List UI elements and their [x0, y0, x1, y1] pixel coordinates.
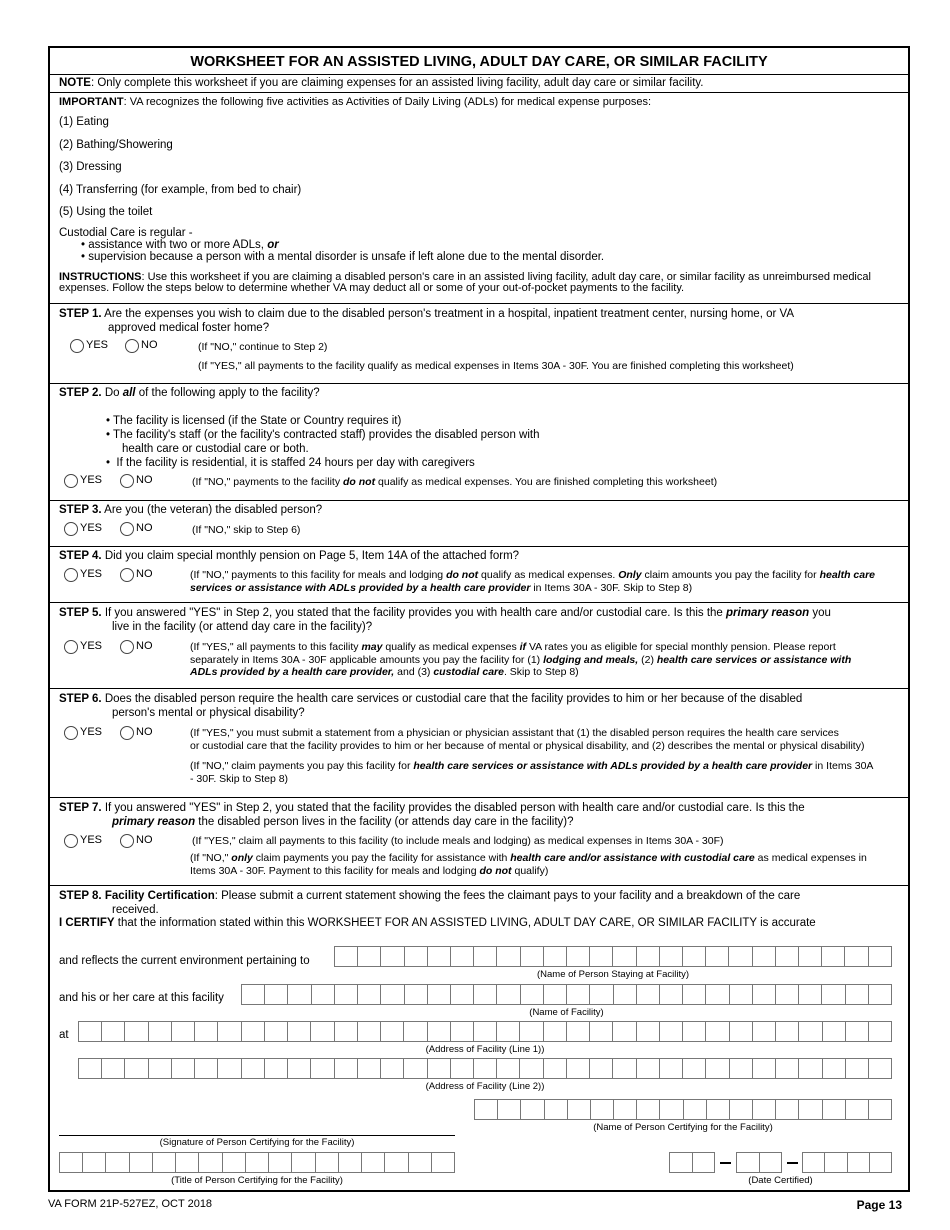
step-1: STEP 1. Are the expenses you wish to claim due to the disabled person's treatment in a hospital, inpatient treatment center, nursing home, or VA approved medical foster home? YES NO (If "NO," continue to Step 2) (If "YES," all payments to the facility qualify as medical expenses in Items 30A - 30F. You are finished completing this worksheet): [50, 303, 908, 383]
step2-yes-radio[interactable]: [64, 474, 78, 488]
step1-yes-radio[interactable]: [70, 339, 84, 353]
certifier-title-input[interactable]: [59, 1152, 455, 1173]
adl-list: [59, 111, 900, 224]
step3-yes-radio[interactable]: [64, 522, 78, 536]
adl-item: (4) Transferring (for example, from bed to chair): [59, 183, 302, 196]
address-line1-input[interactable]: [78, 1021, 892, 1042]
step-8: STEP 8. Facility Certification: Please submit a current statement showing the fees the claimant pays to your facility and a breakdown of the care received. I CERTIFY that the information stated within this WORKSHEET FOR AN ASSISTED LIVING, ADULT DAY CARE, OR SIMILAR FACILITY is accurate and reflects the current environment pertaining to (Name of Person Staying at Facility) and his or her care at this facility (Name of Facility) at (Address of Facility (Line 1)) (Address of Facility (Line 2)) (Name of Person Certifying for the Facility) (Signature of Person Certifying for the Facility) (Title of Person Certifying for the Facility) (Date Certified): [50, 885, 908, 1190]
facility-criteria: • The facility is licensed (if the State or Country requires it) • The facility's staff (or the facility's contracted staff) provides the disabled person with health care or custodial care or both. • If the facility is residential, it is staffed 24 hours per day with caregivers: [106, 415, 540, 469]
step1-no-radio[interactable]: [125, 339, 139, 353]
date-separator: [787, 1162, 798, 1164]
adl-item: (5) Using the toilet: [59, 206, 153, 218]
adl-item: (1) Eating: [59, 116, 109, 128]
step7-yes-radio[interactable]: [64, 834, 78, 848]
address-line2-input[interactable]: [78, 1058, 892, 1079]
step4-no-radio[interactable]: [120, 568, 134, 582]
certify-statement: I CERTIFY that the information stated within this WORKSHEET FOR AN ASSISTED LIVING, ADULT DAY CARE, OR SIMILAR FACILITY is accurate: [59, 917, 816, 929]
form-number: VA FORM 21P-527EZ, OCT 2018: [48, 1198, 213, 1210]
certifier-name-input[interactable]: [474, 1099, 892, 1120]
note: NOTE: Only complete this worksheet if you are claiming expenses for an assisted living facility, adult day care or similar facility.: [50, 75, 908, 93]
page-number: Page 13: [856, 1198, 902, 1212]
step3-no-radio[interactable]: [120, 522, 134, 536]
form-title: WORKSHEET FOR AN ASSISTED LIVING, ADULT DAY CARE, OR SIMILAR FACILITY: [50, 48, 908, 75]
step2-no-radio[interactable]: [120, 474, 134, 488]
important-text: IMPORTANT: VA recognizes the following five activities as Activities of Daily Living (ADLs) for medical expense purposes:: [59, 96, 652, 108]
date-month-input[interactable]: [669, 1152, 715, 1173]
important-section: [50, 93, 908, 294]
date-year-input[interactable]: [802, 1152, 892, 1173]
date-day-input[interactable]: [736, 1152, 782, 1173]
custodial-care: Custodial Care is regular - • assistance with two or more ADLs, or • supervision because a person with a mental disorder is unsafe if left alone due to the mental disorder.: [59, 226, 605, 263]
worksheet-form: [48, 46, 910, 1192]
facility-name-input[interactable]: [241, 984, 892, 1005]
signature-line[interactable]: [59, 1135, 455, 1136]
step-7: STEP 7. If you answered "YES" in Step 2, you stated that the facility provides the disabled person with health care and/or custodial care. Is this the primary reason the disabled person lives in the facility (or attends day care in the facility)? YES NO (If "YES," claim all payments to this facility (to include meals and lodging) as medical expenses in Items 30A - 30F) (If "NO," only claim payments you pay the facility for assistance with health care and/or assistance with custodial care as medical expenses in Items 30A - 30F. Payment to this facility for meals and lodging do not qualify): [50, 797, 908, 885]
step-2: STEP 2. Do all of the following apply to the facility? • The facility is licensed (if the State or Country requires it) • The facility's staff (or the facility's contracted staff) provides the disabled person with health care or custodial care or both. • If the facility is residential, it is staffed 24 hours per day with caregivers YES NO (If "NO," payments to the facility do not qualify as medical expenses. You are finished completing this worksheet): [50, 383, 908, 500]
adl-item: (2) Bathing/Showering: [59, 138, 173, 151]
step-3: STEP 3. Are you (the veteran) the disabled person? YES NO (If "NO," skip to Step 6): [50, 500, 908, 546]
step-4: STEP 4. Did you claim special monthly pension on Page 5, Item 14A of the attached form? YES NO (If "NO," payments to this facility for meals and lodging do not qualify as medical expenses. Only claim amounts you pay the facility for health care services or assistance with ADLs provided by a health care provider in Items 30A - 30F. Skip to Step 8): [50, 546, 908, 602]
step7-no-radio[interactable]: [120, 834, 134, 848]
step5-no-radio[interactable]: [120, 640, 134, 654]
date-separator: [720, 1162, 731, 1164]
step-6: STEP 6. Does the disabled person require the health care services or custodial care that the facility provides to him or her because of the disabled person's mental or physical disability? YES NO (If "YES," you must submit a statement from a physician or physician assistant that (1) the disabled person requires the health care services or custodial care that the facility provides to him or her because of mental or physical disability, and (2) describes the mental or physical disability) (If "NO," claim payments you pay this facility for health care services or assistance with ADLs provided by a health care provider in Items 30A - 30F. Skip to Step 8): [50, 688, 908, 797]
step6-yes-radio[interactable]: [64, 726, 78, 740]
step-5: STEP 5. If you answered "YES" in Step 2, you stated that the facility provides you with health care and/or custodial care. Is this the primary reason you live in the facility (or attend day care in the facility)? YES NO (If "YES," all payments to this facility may qualify as medical expenses if VA rates you as eligible for special monthly pension. Please report separately in Items 30A - 30F applicable amounts you pay the facility for (1) lodging and meals, (2) health care services or assistance with ADLs provided by a health care provider, and (3) custodial care. Skip to Step 8): [50, 602, 908, 688]
person-name-input[interactable]: [334, 946, 892, 967]
step4-yes-radio[interactable]: [64, 568, 78, 582]
instructions: INSTRUCTIONS: Use this worksheet if you are claiming a disabled person's care in an assisted living facility, adult day care, or similar facility as unreimbursed medical expenses. Follow the steps below to determine whether VA may deduct all or some of your out-of-pocket payments to the facility.: [59, 270, 871, 294]
adl-item: (3) Dressing: [59, 161, 122, 173]
step5-yes-radio[interactable]: [64, 640, 78, 654]
step6-no-radio[interactable]: [120, 726, 134, 740]
